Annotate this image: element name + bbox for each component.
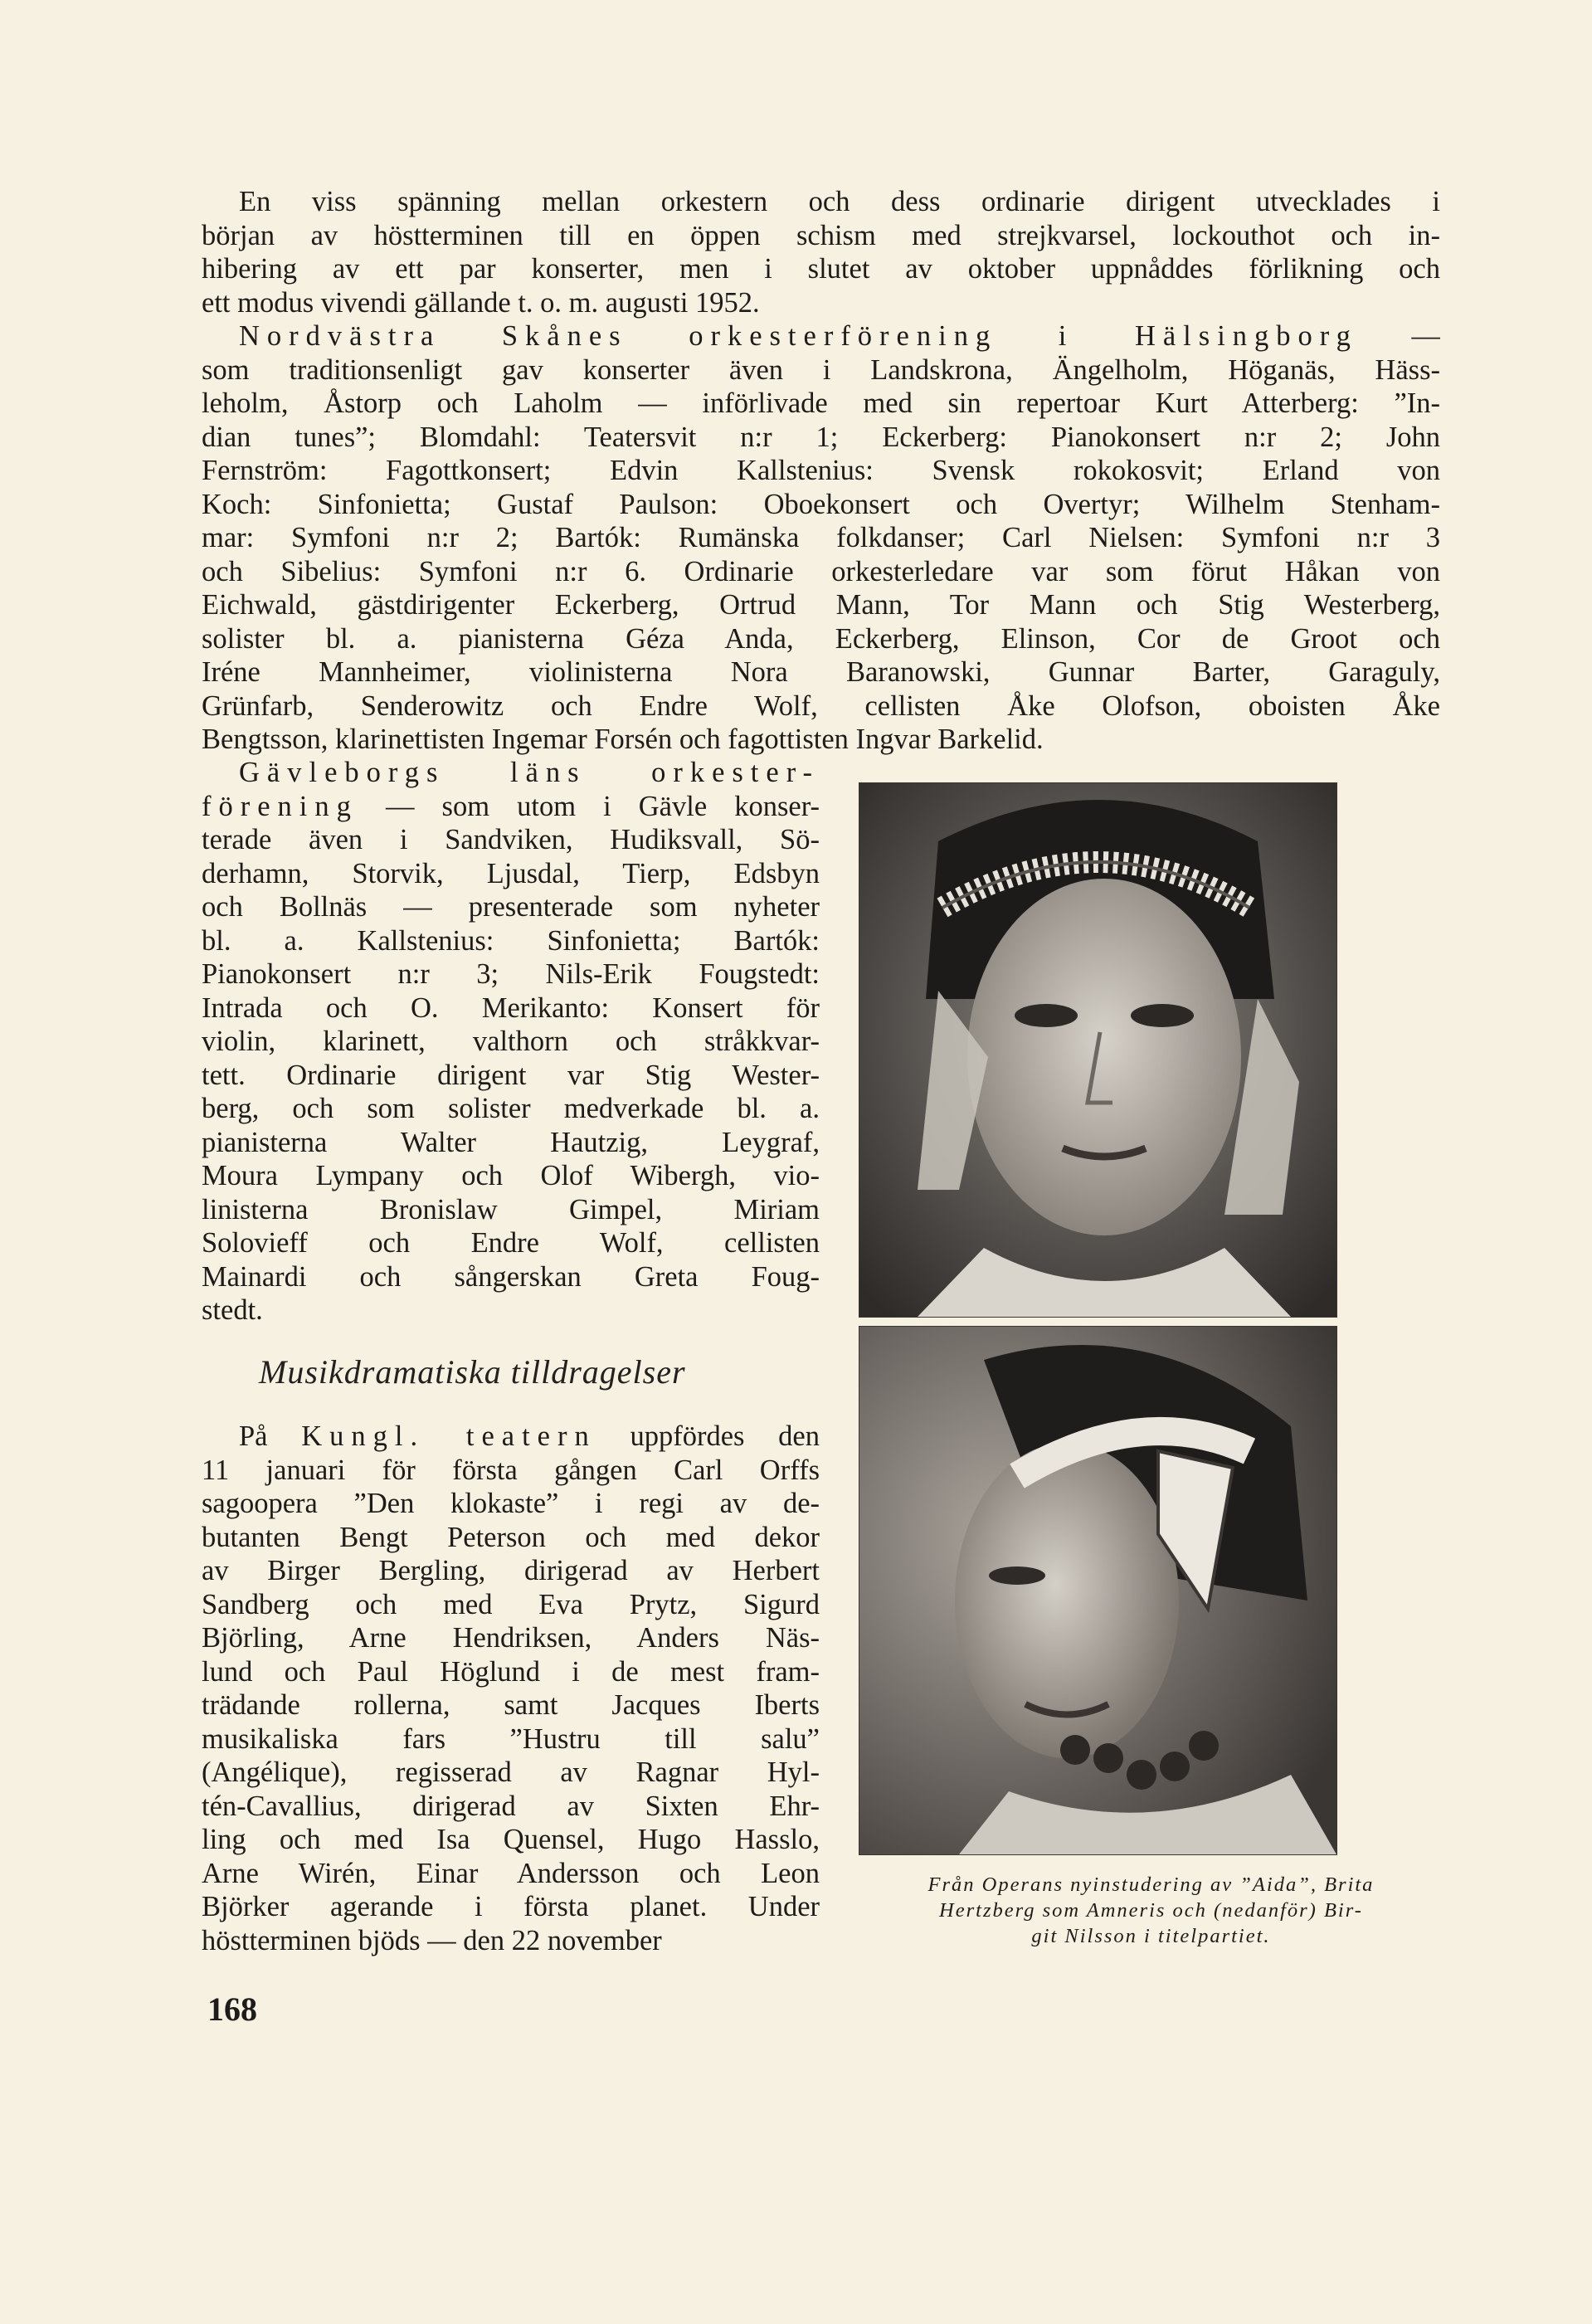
- text-line: och Sibelius: Symfoni n:r 6. Ordinarie orkesterledare var som förut Håkan von: [202, 555, 1440, 587]
- text-line: musikaliska fars ”Hustru till salu”: [202, 1722, 820, 1755]
- portrait-image: [859, 1327, 1336, 1854]
- text-line: terade även i Sandviken, Hudiksvall, Sö-: [202, 824, 820, 855]
- text-line: Pianokonsert n:r 3; Nils-Erik Fougstedt:: [202, 958, 820, 990]
- text-line: bl. a. Kallstenius: Sinfonietta; Bartók:: [202, 924, 820, 957]
- nordvastra-paragraph: [202, 319, 1440, 757]
- text-line: violin, klarinett, valthorn och stråkkvar-: [202, 1026, 820, 1057]
- text-line: Grünfarb, Senderowitz och Endre Wolf, cellisten Åke Olofson, oboisten Åke: [202, 689, 1440, 722]
- theatre-name-spaced: Kungl. teatern: [301, 1420, 596, 1452]
- text-line: ett modus vivendi gällande t. o. m. augusti 1952.: [202, 286, 760, 319]
- text-line: Mainardi och sångerskan Greta Foug-: [202, 1260, 820, 1293]
- text-line: solister bl. a. pianisterna Géza Anda, Eckerberg, Elinson, Cor de Groot och: [202, 622, 1440, 655]
- photo-aida: [859, 1326, 1337, 1855]
- gavleborgs-paragraph: [202, 756, 820, 1328]
- text-line: Arne Wirén, Einar Andersson och Leon: [202, 1857, 820, 1889]
- text-line: berg, och som solister medverkade bl. a.: [202, 1093, 820, 1124]
- text-line: hibering av ett par konserter, men i slutet av oktober uppnåddes förlikning och: [202, 253, 1440, 285]
- text-line: Björker agerande i första planet. Under: [202, 1891, 820, 1922]
- text-line: Iréne Mannheimer, violinisterna Nora Baranowski, Gunnar Barter, Garaguly,: [202, 656, 1440, 688]
- intro-paragraph: [202, 185, 1440, 319]
- text-line: (Angélique), regisserad av Ragnar Hyl-: [202, 1756, 820, 1788]
- text-line: sagoopera ”Den klokaste” i regi av de-: [202, 1488, 820, 1519]
- text-line: och Bollnäs — presenterade som nyheter: [202, 891, 820, 923]
- text-line: tett. Ordinarie dirigent var Stig Wester-: [202, 1059, 820, 1091]
- text-line: trädande rollerna, samt Jacques Iberts: [202, 1689, 820, 1721]
- text-line: ling och med Isa Quensel, Hugo Hasslo,: [202, 1824, 820, 1855]
- text-line: Sandberg och med Eva Prytz, Sigurd: [202, 1588, 820, 1620]
- text-line: början av höstterminen till en öppen schism med strejkvarsel, lockouthot och in-: [202, 219, 1440, 251]
- text-line: En viss spänning mellan orkestern och dess ordinarie dirigent utvecklades i: [239, 186, 1440, 217]
- text-line: Bengtsson, klarinettisten Ingemar Forsén och fagottisten Ingvar Barkelid.: [202, 724, 1044, 755]
- text-line: 11 januari för första gången Carl Orffs: [202, 1454, 820, 1486]
- text-line: höstterminen bjöds — den 22 november: [202, 1924, 662, 1956]
- text-line: dian tunes”; Blomdahl: Teatersvit n:r 1; Eckerberg: Pianokonsert n:r 2; John: [202, 421, 1440, 453]
- text-line: Solovieff och Endre Wolf, cellisten: [202, 1227, 820, 1259]
- text-line: Fernström: Fagottkonsert; Edvin Kallstenius: Svensk rokokosvit; Erland von: [202, 455, 1440, 486]
- text-line: lund och Paul Höglund i de mest fram-: [202, 1655, 820, 1688]
- text-fragment: På: [239, 1420, 302, 1452]
- caption-line: git Nilsson i titelpartiet.: [1031, 1925, 1271, 1947]
- photo-caption: [854, 1872, 1448, 1949]
- text-line: Björling, Arne Hendriksen, Anders Näs-: [202, 1622, 820, 1654]
- text-fragment: — som utom i Gävle konser-: [358, 790, 820, 822]
- text-line: stedt.: [202, 1294, 263, 1326]
- orchestra-name-spaced: förening: [202, 790, 358, 822]
- text-line: Intrada och O. Merikanto: Konsert för: [202, 991, 820, 1024]
- text-line: Moura Lympany och Olof Wibergh, vio-: [202, 1160, 820, 1191]
- text-line: derhamn, Storvik, Ljusdal, Tierp, Edsbyn: [202, 857, 820, 889]
- text-line: tén-Cavallius, dirigerad av Sixten Ehr-: [202, 1790, 820, 1822]
- kungl-paragraph: [202, 1420, 820, 1957]
- page-number: 168: [207, 1990, 257, 2028]
- text-line: Koch: Sinfonietta; Gustaf Paulson: Oboekonsert och Overtyr; Wilhelm Stenham-: [202, 488, 1440, 520]
- text-line: av Birger Bergling, dirigerad av Herbert: [202, 1555, 820, 1586]
- text-line: butanten Bengt Peterson och med dekor: [202, 1521, 820, 1553]
- text-line: som traditionsenligt gav konserter även i Landskrona, Ängelholm, Höganäs, Häss-: [202, 353, 1440, 386]
- text-line: Eichwald, gästdirigenter Eckerberg, Ortrud Mann, Tor Mann och Stig Westerberg,: [202, 589, 1440, 621]
- text-fragment: —: [1357, 320, 1440, 352]
- caption-line: Från Operans nyinstudering av ”Aida”, Brita: [927, 1873, 1375, 1896]
- orchestra-name-spaced: Gävleborgs läns orkester-: [239, 757, 820, 788]
- text-line: leholm, Åstorp och Laholm — införlivade med sin repertoar Kurt Atterberg: ”In-: [202, 387, 1440, 419]
- orchestra-name-spaced: Nordvästra Skånes orkesterförening i Hälsingborg: [239, 320, 1358, 352]
- text-fragment: uppfördes den: [596, 1420, 820, 1452]
- portrait-image: [859, 783, 1336, 1317]
- caption-line: Hertzberg som Amneris och (nedanför) Bir-: [939, 1899, 1363, 1922]
- text-line: [202, 1420, 820, 1454]
- text-line: pianisterna Walter Hautzig, Leygraf,: [202, 1126, 820, 1158]
- text-line: [202, 790, 820, 824]
- text-line: mar: Symfoni n:r 2; Bartók: Rumänska folkdanser; Carl Nielsen: Symfoni n:r 3: [202, 522, 1440, 553]
- photo-amneris: [859, 782, 1337, 1318]
- section-heading: Musikdramatiska tilldragelser: [259, 1353, 686, 1391]
- text-line: [202, 319, 1440, 353]
- text-line: linisterna Bronislaw Gimpel, Miriam: [202, 1193, 820, 1225]
